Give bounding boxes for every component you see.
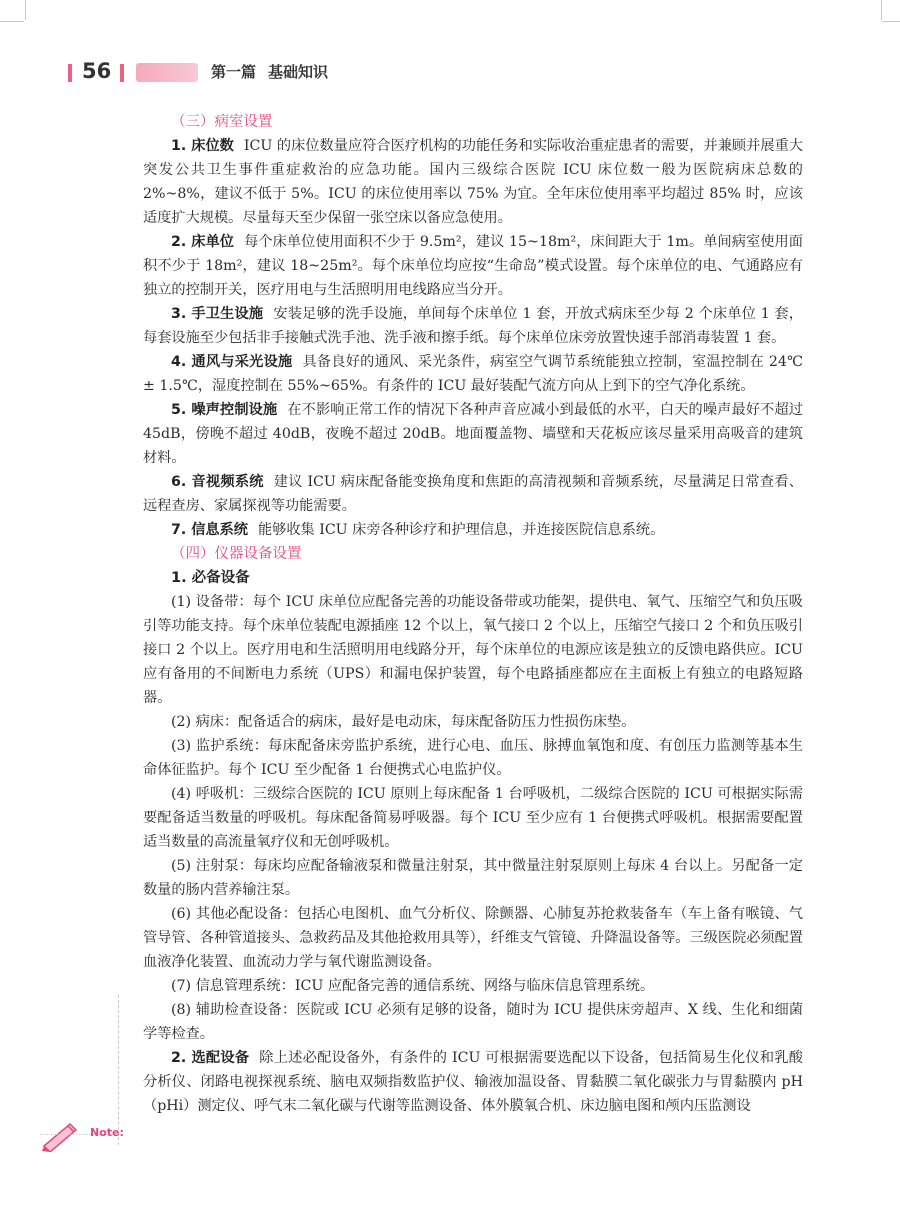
paragraph: (3) 监护系统：每床配备床旁监护系统，进行心电、血压、脉搏血氧饱和度、有创压力监测等基本生命体征监护。每个 ICU 至少配备 1 台便携式心电监护仪。 — [143, 738, 803, 778]
paragraph: (4) 呼吸机：三级综合医院的 ICU 原则上每床配备 1 台呼吸机，二级综合医院的 ICU 可根据实际需要配备适当数量的呼吸机。每床配备简易呼吸器。每个 ICU 至少应有 1 台便携式呼吸机。根据需要配置适当数量的高流量氧疗仪和无创呼吸机。 — [143, 786, 803, 850]
paragraph — [143, 230, 803, 302]
paragraph — [143, 134, 803, 230]
item-text: 每个床单位使用面积不少于 9.5m²，建议 15~18m²，床间距大于 1m。单间病室使用面积不少于 18m²，建议 18~25m²。每个床单位均应按“生命岛”模式设置。每个床单位的电、气通路应有独立的控制开关，医疗用电与生活照明用电线路应当分开。 — [143, 234, 803, 298]
header-part: 第一篇 — [211, 63, 257, 81]
header-chapter: 基础知识 — [268, 63, 329, 81]
paragraph: (6) 其他必配设备：包括心电图机、血气分析仪、除颤器、心肺复苏抢救装备车（车上备有喉镜、气管导管、各种管道接头、急救药品及其他抢救用具等），纤维支气管镜、升降温设备等。三级医院必须配置血液净化装置、血流动力学与氧代谢监测设备。 — [143, 906, 803, 970]
paragraph — [143, 470, 803, 518]
crop-mark — [881, 0, 882, 20]
section-heading: （四）仪器设备设置 — [171, 546, 302, 562]
subsection-heading: 1. 必备设备 — [171, 570, 250, 586]
item-label: 4. 通风与采光设施 — [171, 354, 293, 370]
header-accent-bar — [120, 64, 124, 82]
item-text: 能够收集 ICU 床旁各种诊疗和护理信息，并连接医院信息系统。 — [257, 522, 665, 538]
note-marker — [40, 1118, 122, 1152]
paragraph: (7) 信息管理系统：ICU 应配备完善的通信系统、网络与临床信息管理系统。 — [171, 978, 655, 994]
item-text: 建议 ICU 病床配备能变换角度和焦距的高清视频和音频系统，尽量满足日常查看、远程查房、家属探视等功能需要。 — [143, 474, 803, 514]
pencil-icon — [40, 1118, 84, 1152]
item-label: 7. 信息系统 — [171, 522, 248, 538]
page-header — [66, 58, 886, 86]
crop-mark — [882, 21, 900, 22]
item-text: 除上述必配设备外，有条件的 ICU 可根据需要选配以下设备，包括简易生化仪和乳酸分析仪、闭路电视探视系统、脑电双频指数监护仪、输液加温设备、胃黏膜二氧化碳张力与胃黏膜内 pH（pHi）测定仪、呼气末二氧化碳与代谢等监测设备、体外膜氧合机、床边脑电图和颅内压监测设 — [143, 1050, 803, 1114]
note-label: Note: — [90, 1126, 124, 1139]
crop-mark — [25, 0, 26, 20]
page-body — [143, 110, 803, 1118]
page-number: 56 — [82, 59, 112, 83]
item-text: 在不影响正常工作的情况下各种声音应减小到最低的水平，白天的噪声最好不超过 45dB，傍晚不超过 40dB，夜晚不超过 20dB。地面覆盖物、墙壁和天花板应该尽量采用高吸音的建筑材料。 — [143, 402, 803, 466]
paragraph: (1) 设备带：每个 ICU 床单位应配备完善的功能设备带或功能架，提供电、氧气、压缩空气和负压吸引等功能支持。每个床单位装配电源插座 12 个以上，氧气接口 2 个以上，压缩空气接口 2 个和负压吸引接口 2 个以上。医疗用电和生活照明用电线路分开，每个床单位的电源应该是独立的反馈电路供应。ICU 应有备用的不间断电力系统（UPS）和漏电保护装置，每个电路插座都应在主面板上有独立的电路短路器。 — [143, 594, 803, 706]
header-accent-bar — [68, 64, 72, 82]
paragraph: (2) 病床：配备适合的病床，最好是电动床，每床配备防压力性损伤床垫。 — [171, 714, 636, 730]
paragraph — [143, 302, 803, 350]
section-heading: （三）病室设置 — [171, 114, 273, 130]
crop-mark — [0, 21, 24, 22]
item-text: 具备良好的通风、采光条件，病室空气调节系统能独立控制，室温控制在 24℃ ± 1.5℃，湿度控制在 55%~65%。有条件的 ICU 最好装配气流方向从上到下的空气净化系统。 — [143, 354, 804, 394]
paragraph: (8) 辅助检查设备：医院或 ICU 必须有足够的设备，随时为 ICU 提供床旁超声、X 线、生化和细菌学等检查。 — [143, 1002, 803, 1042]
paragraph: (5) 注射泵：每床均应配备输液泵和微量注射泵，其中微量注射泵原则上每床 4 台以上。另配备一定数量的肠内营养输注泵。 — [143, 858, 803, 898]
item-label: 5. 噪声控制设施 — [171, 402, 278, 418]
item-label: 3. 手卫生设施 — [171, 306, 264, 322]
paragraph — [143, 1046, 803, 1118]
item-text: 安装足够的洗手设施，单间每个床单位 1 套，开放式病床至少每 2 个床单位 1 套，每套设施至少包括非手接触式洗手池、洗手液和擦手纸。每个床单位床旁放置快速手部消毒装置 1 套。 — [143, 306, 803, 346]
item-label: 1. 床位数 — [171, 138, 234, 154]
item-text: ICU 的床位数量应符合医疗机构的功能任务和实际收治重症患者的需要，并兼顾并展重大突发公共卫生事件重症救治的应急功能。国内三级综合医院 ICU 床位数一般为医院病床总数的 2%~8%，建议不低于 5%。ICU 的床位使用率以 75% 为宜。全年床位使用率平均超过 85% 时，应该适度扩大规模。尽量每天至少保留一张空床以备应急使用。 — [143, 138, 803, 226]
item-label: 6. 音视频系统 — [171, 474, 264, 490]
paragraph — [143, 398, 803, 470]
header-band — [136, 63, 198, 82]
item-label: 2. 床单位 — [171, 234, 235, 250]
paragraph — [143, 518, 803, 542]
paragraph — [143, 350, 803, 398]
header-title — [211, 61, 340, 82]
item-label: 2. 选配设备 — [171, 1050, 250, 1066]
